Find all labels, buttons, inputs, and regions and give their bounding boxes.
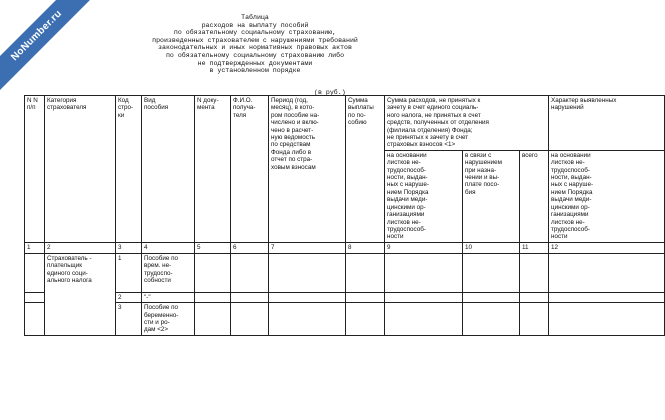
column-number: 2 bbox=[45, 242, 116, 253]
header-row-number: N N п/п bbox=[25, 96, 45, 243]
expenses-table bbox=[24, 95, 665, 336]
table-cell bbox=[231, 253, 269, 292]
table-cell bbox=[520, 303, 549, 336]
cell-code: 1 bbox=[116, 253, 142, 292]
table-cell bbox=[463, 253, 520, 292]
header-payment-amount: Сумма выплаты по по- собию bbox=[346, 96, 385, 243]
table-cell bbox=[463, 292, 520, 302]
table-cell bbox=[25, 292, 45, 302]
table-row bbox=[25, 292, 665, 302]
table-cell bbox=[195, 303, 231, 336]
table-cell bbox=[269, 303, 346, 336]
table-cell bbox=[25, 253, 45, 292]
header-line-code: Код стро- ки bbox=[116, 96, 142, 243]
column-number: 6 bbox=[231, 242, 269, 253]
cell-category: Страхователь - плательщик единого соци- ального налога bbox=[45, 253, 116, 335]
cell-code: 3 bbox=[116, 303, 142, 336]
column-number: 5 bbox=[195, 242, 231, 253]
column-number: 4 bbox=[142, 242, 195, 253]
column-number-row bbox=[25, 242, 665, 253]
table-cell bbox=[346, 253, 385, 292]
column-number: 7 bbox=[269, 242, 346, 253]
table-cell bbox=[385, 303, 463, 336]
table-cell bbox=[520, 253, 549, 292]
cell-benefit-type: "-" bbox=[142, 292, 195, 302]
column-number: 3 bbox=[116, 242, 142, 253]
header-total: всего bbox=[520, 150, 549, 242]
table-cell bbox=[385, 253, 463, 292]
table-cell bbox=[549, 253, 665, 292]
table-cell bbox=[195, 253, 231, 292]
units-label: (в руб.) bbox=[314, 89, 346, 96]
header-rejected-expenses: Сумма расходов, не принятых к зачету в счет единого социаль- ного налога, не принятых в счет средств, полученных от отделения (филиала отделения) Фонда; не принятых к зачету в счет страховых взносов <1> bbox=[385, 96, 549, 151]
table-cell bbox=[231, 292, 269, 302]
table-row bbox=[25, 303, 665, 336]
table-cell bbox=[520, 292, 549, 302]
header-benefit-type: Вид пособия bbox=[142, 96, 195, 243]
header-category: Категория страхователя bbox=[45, 96, 116, 243]
table-cell bbox=[463, 303, 520, 336]
header-violation-nature: Характер выявленных нарушений bbox=[549, 96, 665, 151]
table-cell bbox=[231, 303, 269, 336]
header-recipient-name: Ф.И.О. получа- теля bbox=[231, 96, 269, 243]
table-cell bbox=[549, 292, 665, 302]
cell-benefit-type: Пособие по врем. не- трудоспо- собности bbox=[142, 253, 195, 292]
header-sick-leave-violations: на основании листков не- трудоспособ- ности, выдан- ных с наруше- нием Порядка выдачи меди- цинскими ор- ганизациями листков не- трудоспособ- ности bbox=[385, 150, 463, 242]
table-cell bbox=[195, 292, 231, 302]
table-cell bbox=[25, 303, 45, 336]
column-number: 8 bbox=[346, 242, 385, 253]
column-number: 12 bbox=[549, 242, 665, 253]
column-number: 9 bbox=[385, 242, 463, 253]
cell-benefit-type: Пособие по беременно- сти и ро- дам <2> bbox=[142, 303, 195, 336]
table-cell bbox=[269, 292, 346, 302]
header-violation-sick-leave: на основании листков не- трудоспособ- ности, выдан- ных с наруше- нием Порядка выдачи меди- цинскими ор- ганизациями листков не- трудоспособ- ности bbox=[549, 150, 665, 242]
cell-code: 2 bbox=[116, 292, 142, 302]
column-number: 10 bbox=[463, 242, 520, 253]
header-payment-violations: в связи с нарушением при назна- чении и вы- плате посо- бия bbox=[463, 150, 520, 242]
table-row bbox=[25, 253, 665, 292]
table-cell bbox=[346, 303, 385, 336]
header-document-number: N доку- мента bbox=[195, 96, 231, 243]
table-cell bbox=[269, 253, 346, 292]
column-number: 1 bbox=[25, 242, 45, 253]
table-cell bbox=[346, 292, 385, 302]
table-cell bbox=[549, 303, 665, 336]
column-number: 11 bbox=[520, 242, 549, 253]
document-title: Таблица расходов на выплату пособий по обязательному социальному страхованию, произведенных страхователем с нарушениями требований законодательных и иных нормативных правовых актов по обязательному социальному страхованию либо не подтвержденных документами в установленном порядке bbox=[152, 14, 358, 75]
header-row-top bbox=[25, 96, 665, 151]
watermark-banner: NoNumber.ru bbox=[0, 0, 99, 98]
table-cell bbox=[385, 292, 463, 302]
header-period: Период (год, месяц), в кото- ром пособие на- числено и вклю- чено в расчет- ную ведомость по средствам Фонда либо в отчет по стра- ховым взносам bbox=[269, 96, 346, 243]
